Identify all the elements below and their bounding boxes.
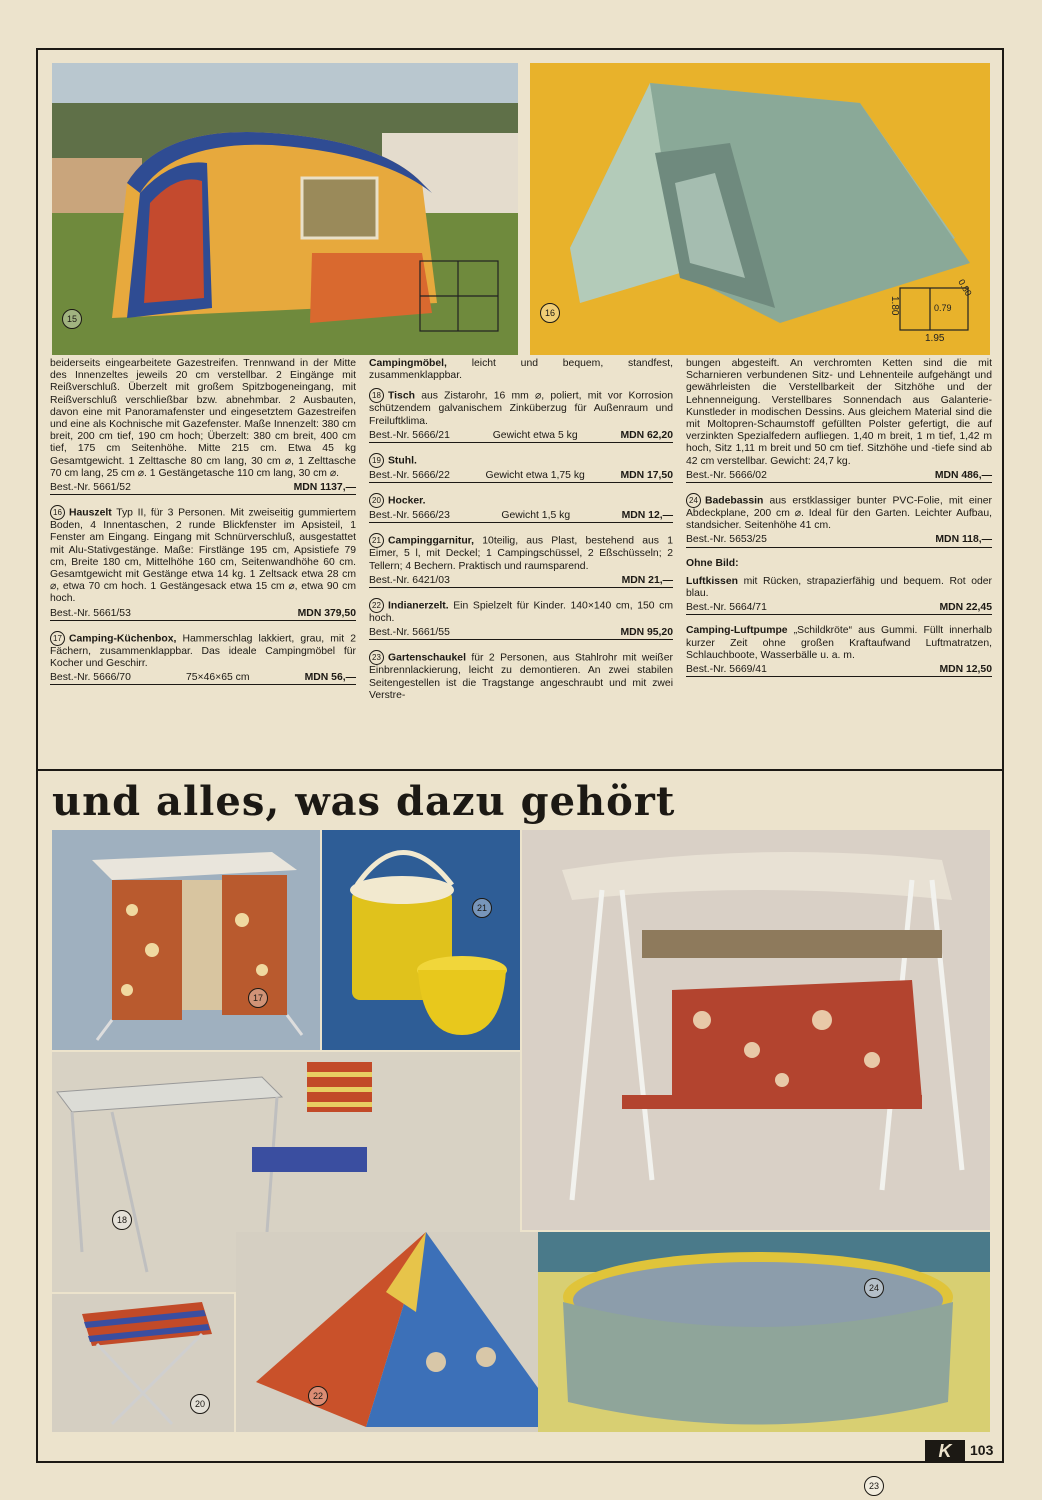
label-21: 21	[472, 898, 492, 918]
order-row-20: Best.-Nr. 5666/23 Gewicht 1,5 kg MDN 12,—	[369, 510, 673, 523]
page-number: 103	[970, 1442, 994, 1458]
item-15-continued: beiderseits eingearbeitete Gazestreifen. Trennwand in der Mitte des Innenzeltes jeweils 20 cm verstellbar. 2 Eingänge mit Reißverschluß. Überzelt mit großem Spitzbogeneingang, mit Reißverschluß verschließbar bzw. abnehmbar. 2 Ausbauten, davon eine mit Panoramafenster und eingesetztem Gazestreifen und eine als Kochnische mit Gazefenster. Maße Innenzelt: 380 cm breit, 200 cm tief, 190 cm hoch; Überzelt: 380 cm breit, 400 cm tief, 175 cm Seitenhöhe. Mitte 215 cm. Etwa 45 kg Gesamtgewicht. 1 Zelttasche 80 cm lang, 30 cm ⌀, 1 Zelttasche 70 cm lang, 25 cm ⌀. 1 Gestängetasche 110 cm lang, 30 cm ⌀.	[50, 358, 356, 479]
item-21: 21 Campinggarnitur, 10teilig, aus Plast, bestehend aus 1 Eimer, 5 l, mit Deckel; 1 Campingschüssel, 2 Eßschüsseln; 2 Tellern; 4 Bechern. Praktisch und raumsparend.	[369, 533, 673, 572]
text-column-2	[369, 358, 673, 702]
photo-hauszelt-16	[530, 63, 990, 355]
item-23-continued: bungen abgesteift. An verchromten Ketten sind die mit Scharnieren verbundenen Sitz- und Lehnenteile aufgehängt und gewährleisten die Verstellbarkeit der Sitzhöhe und der Lehnenneigung. Verstellbares Sonnendach aus Galanterie-Kunstleder in modischen Dessins. Aus gleichem Material sind die mit Moltopren-Schaumstoff gefüllten Polster gefertigt, die auf verzinkten Spezialfedern aufliegen. 1,40 m breit, 1 m tief, 1,42 m hoch, Sitz 1,11 m breit und 50 cm tief. Sitzhöhe und -tiefe sind ab 42 cm verstellbar. Gewicht: 24,7 kg.	[686, 358, 992, 467]
section-heading: und alles, was dazu gehört	[52, 778, 676, 825]
label-24: 24	[864, 1278, 884, 1298]
item-19: 19 Stuhl.	[369, 453, 673, 468]
photo-badebassin-24	[538, 1232, 990, 1432]
publisher-logo: K	[925, 1440, 965, 1462]
order-row-24: Best.-Nr. 5653/25 MDN 118,—	[686, 534, 992, 547]
photo-kuechenbox-17	[52, 830, 320, 1050]
item-luftpumpe: Camping-Luftpumpe „Schildkröte“ aus Gummi. Füllt innerhalb kurzer Zeit ohne großen Kraftaufwand Luftmatratzen, Schlauchboote, Wasserbälle u. a. m.	[686, 625, 992, 661]
item-22: 22 Indianerzelt. Ein Spielzelt für Kinder. 140×140 cm, 150 cm hoch.	[369, 598, 673, 625]
order-row-19: Best.-Nr. 5666/22 Gewicht etwa 1,75 kg MDN 17,50	[369, 470, 673, 483]
item-18: 18 Tisch aus Zistarohr, 16 mm ⌀, poliert, mit vor Korrosion schützendem galvanischem Zinküberzug für Außenraum und Freiluftklima.	[369, 388, 673, 427]
photo-campinggarnitur-21	[322, 830, 520, 1050]
item-20: 20 Hocker.	[369, 493, 673, 508]
dim-height: 1.80	[889, 296, 900, 316]
item-luftkissen: Luftkissen mit Rücken, strapazierfähig und bequem. Rot oder blau.	[686, 575, 993, 600]
label-23: 23	[864, 1476, 884, 1496]
label-17: 17	[248, 988, 268, 1008]
photo-indianerzelt-22	[236, 1232, 566, 1432]
item-16: 16 Hauszelt Typ II, für 3 Personen. Mit zweiseitig gummiertem Boden, 4 Innentaschen, 2 runde Blickfenster im Apsisteil, 1 Fenster am Eingang. Eingang mit Schnürverschluß, ausgestattet mit Alu-Stativgestänge. Maße: Firstlänge 195 cm, Apsistiefe 79 cm, Breite 180 cm, Mittelhöhe 160 cm, Seitenwandhöhe 60 cm. Gesamtgewicht mit Gestänge etwa 14 kg. 1 Zeltsack etwa 28 cm ⌀, etwa 70 cm hoch. 1 Gestängesack etwa 15 cm ⌀, etwa 90 cm hoch.	[50, 505, 356, 605]
label-16: 16	[540, 303, 560, 323]
text-column-3	[686, 358, 992, 687]
label-18: 18	[112, 1210, 132, 1230]
order-row-luftkissen: Best.-Nr. 5664/71 MDN 22,45	[686, 602, 992, 615]
dim-width: 1.95	[925, 333, 945, 344]
order-row-15: Best.-Nr. 5661/52 MDN 1137,—	[50, 482, 356, 495]
campingmoebel-intro: Campingmöbel, leicht und bequem, standfest, zusammenklappbar.	[369, 358, 673, 382]
photo-hauszelt-15	[52, 63, 518, 355]
item-23: 23 Gartenschaukel für 2 Personen, aus Stahlrohr mit weißer Einbrennlackierung, leicht zu demontieren. An zwei stabilen Seitengestellen ist die Tragstange angeschraubt und mit zwei Verstre-	[369, 650, 673, 702]
order-row-16: Best.-Nr. 5661/53 MDN 379,50	[50, 608, 356, 621]
dim-depth2: 0.80	[956, 277, 974, 298]
order-row-17: Best.-Nr. 5666/70 75×46×65 cm MDN 56,—	[50, 672, 356, 685]
label-22: 22	[308, 1386, 328, 1406]
order-row-21: Best.-Nr. 6421/03 MDN 21,—	[369, 575, 673, 588]
ohne-bild-heading: Ohne Bild:	[686, 557, 739, 569]
item-24: 24 Badebassin aus erstklassiger bunter PVC-Folie, mit einer Abdeckplane, 200 cm ⌀. Ideal für den Garten. Leichter Aufbau, standsicher. Seitenhöhe 41 cm.	[686, 493, 992, 532]
dim-depth: 0.79	[934, 303, 952, 313]
label-15: 15	[62, 309, 82, 329]
photo-hocker-20	[52, 1294, 234, 1432]
label-20: 20	[190, 1394, 210, 1414]
order-row-23: Best.-Nr. 5666/02 MDN 486,—	[686, 470, 992, 483]
order-row-luftpumpe: Best.-Nr. 5669/41 MDN 12,50	[686, 664, 992, 677]
text-column-1	[50, 358, 356, 695]
item-17: 17 Camping-Küchenbox, Hammerschlag lakkiert, grau, mit 2 Fächern, zusammenklappbar. Das ideale Campingmöbel für Kocher und Geschirr.	[50, 631, 356, 670]
order-row-22: Best.-Nr. 5661/55 MDN 95,20	[369, 627, 673, 640]
order-row-18: Best.-Nr. 5666/21 Gewicht etwa 5 kg MDN 62,20	[369, 430, 673, 443]
